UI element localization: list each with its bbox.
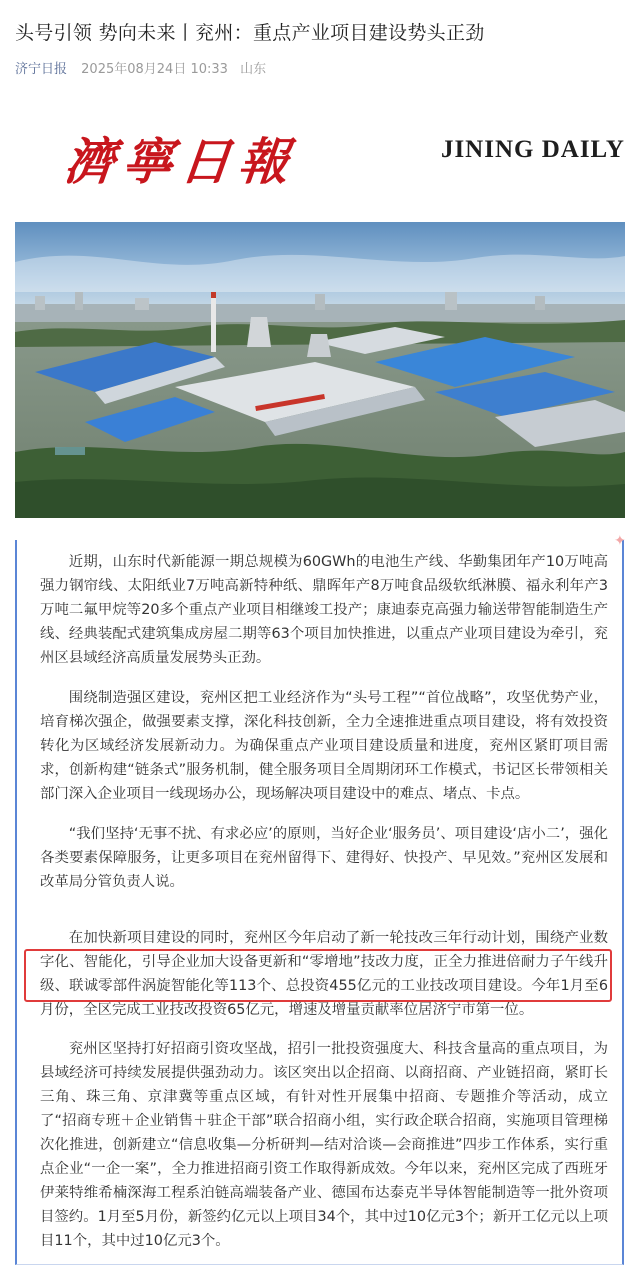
highlight-annotation-box: [24, 949, 612, 1002]
article-title: 头号引领 势向未来丨兖州：重点产业项目建设势头正劲: [15, 22, 485, 44]
article-meta: [15, 58, 266, 77]
article-paragraph: 在加快新项目建设的同时，兖州区今年启动了新一轮技改三年行动计划，围绕产业数字化、智能化，引导企业加大设备更新和“零增地”技改力度，正全力推进倍耐力子午线升级、联诚零部件涡旋智能化等113个、总投资455亿元的工业技改项目建设。今年1月至6月份，全区完成工业技改投资65亿元，增速及增量贡献率位居济宁市第一位。: [40, 930, 608, 1018]
sparkle-decoration-icon: ✦: [614, 533, 626, 549]
article-paragraph: 兖州区坚持打好招商引资攻坚战，招引一批投资强度大、科技含量高的重点项目，为县域经济可持续发展提供强劲动力。该区突出以企招商、以商招商、产业链招商，紧盯长三角、珠三角、京津冀等重点区域，有针对性开展集中招商、专题推介等活动，成立了“招商专班＋企业销售＋驻企干部”联合招商小组，实行政企联合招商，实施项目管理梯次化推进，创新建立“信息收集—分析研判—结对洽谈—会商推进”四步工作体系，实行重点企业“一企一案”，全力推进招商引资工作取得新成效。今年以来，兖州区完成了西班牙伊莱特维希楠深海工程系泊链高端装备产业、德国布达泰克半导体智能制造等一批外资项目签约。1月至5月份，新签约亿元以上项目34个，其中过10亿元3个；新开工亿元以上项目11个，其中过10亿元3个。: [40, 1041, 608, 1249]
article-paragraph: 近期，山东时代新能源一期总规模为60GWh的电池生产线、华勤集团年产10万吨高强力钢帘线、太阳纸业7万吨高新特种纸、鼎晖年产8万吨食品级软纸淋膜、福永利年产3万吨二氟甲烷等20多个重点产业项目相继竣工投产；康迪泰克高强力输送带智能制造生产线、经典装配式建筑集成房屋二期等63个项目加快推进，以重点产业项目建设为牵引，兖州区县域经济高质量发展势头正劲。: [40, 554, 608, 666]
industrial-park-aerial-photo[interactable]: [15, 222, 625, 518]
aerial-photo-image: [15, 222, 625, 518]
masthead-chinese-logo: 濟寧日報: [61, 132, 300, 191]
publish-location: 山东: [240, 62, 267, 77]
article-body: [15, 533, 626, 1265]
publish-date: 2025年08月24日 10:33: [81, 62, 228, 77]
article-paragraph: “我们坚持‘无事不扰、有求必应’的原则，当好企业‘服务员’、项目建设‘店小二’，强化各类要素保障服务，让更多项目在兖州留得下、建得好、快投产、早见效。”兖州区发展和改革局分管负责人说。: [40, 826, 608, 890]
masthead-english-logo: JINING DAILY: [440, 136, 625, 163]
article-paragraph: 围绕制造强区建设，兖州区把工业经济作为“头号工程”“首位战略”，攻坚优势产业，培育梯次强企，做强要素支撑，深化科技创新，全力全速推进重点项目建设，将有效投资转化为区域经济发展新动力。为确保重点产业项目建设质量和进度，兖州区紧盯项目需求，创新构建“链条式”服务机制，健全服务项目全周期闭环工作模式，书记区长带领相关部门深入企业项目一线现场办公，现场解决项目建设中的难点、堵点、卡点。: [40, 690, 608, 802]
newspaper-masthead: [15, 110, 625, 200]
source-link[interactable]: 济宁日报: [15, 62, 68, 77]
